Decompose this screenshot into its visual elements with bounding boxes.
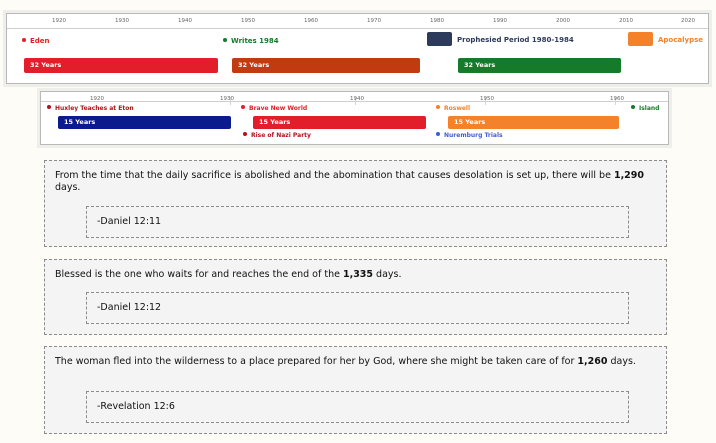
- timeline-main: [6, 13, 709, 84]
- event-brave-new-world[interactable]: [241, 105, 307, 112]
- prophesied-period-marker[interactable]: [427, 32, 452, 46]
- event-dot-icon: [22, 38, 26, 42]
- span-bar-orange[interactable]: 15 Years: [448, 116, 619, 129]
- tick-label: 1920: [90, 96, 104, 102]
- event-dot-icon: [47, 105, 51, 109]
- tick-label: 1940: [350, 96, 364, 102]
- tick-label: 1990: [493, 18, 507, 24]
- quote-block-daniel-12-11: [44, 160, 667, 247]
- timeline-axis: [7, 28, 708, 29]
- event-huxley-eton[interactable]: [47, 105, 134, 112]
- tick-label: 1980: [430, 18, 444, 24]
- event-roswell[interactable]: [436, 105, 470, 112]
- span-bar-green[interactable]: 32 Years: [458, 58, 621, 73]
- quote-number: 1,335: [342, 269, 374, 280]
- event-label: Island: [639, 105, 660, 112]
- event-dot-icon: [631, 105, 635, 109]
- quote-citation: -Revelation 12:6: [86, 391, 629, 423]
- quote-text: days.: [55, 182, 81, 193]
- quote-block-daniel-12-12: [44, 259, 667, 335]
- span-bar-blue[interactable]: 15 Years: [58, 116, 231, 129]
- tick-label: 1950: [241, 18, 255, 24]
- event-label: Brave New World: [249, 105, 308, 112]
- event-label: Roswell: [444, 105, 471, 112]
- quote-number: 1,260: [577, 356, 608, 367]
- event-dot-icon: [243, 132, 247, 136]
- quote-citation: -Daniel 12:12: [86, 292, 629, 324]
- event-label: Rise of Nazi Party: [251, 132, 311, 139]
- span-bar-orange[interactable]: 32 Years: [232, 58, 420, 73]
- event-label: Writes 1984: [231, 37, 279, 45]
- event-eden[interactable]: [22, 37, 50, 45]
- event-dot-icon: [241, 105, 245, 109]
- tick-label: 1960: [304, 18, 318, 24]
- event-label: Huxley Teaches at Eton: [55, 105, 134, 112]
- event-label: Eden: [30, 37, 50, 45]
- tick-label: 2020: [681, 18, 695, 24]
- tick-label: 1960: [610, 96, 624, 102]
- quote-text: Blessed is the one who waits for and reaches the end of the: [55, 269, 343, 280]
- quote-text: days.: [607, 356, 636, 367]
- tick-label: 1940: [178, 18, 192, 24]
- quote-citation: -Daniel 12:11: [86, 206, 629, 238]
- span-bar-red[interactable]: 15 Years: [253, 116, 426, 129]
- event-dot-icon: [436, 105, 440, 109]
- event-nuremburg-trials[interactable]: [436, 132, 503, 139]
- timeline-huxley: [40, 91, 669, 145]
- quote-text: days.: [373, 269, 402, 280]
- event-prophesied-period[interactable]: Prophesied Period 1980-1984: [457, 36, 574, 44]
- tick-label: 1970: [367, 18, 381, 24]
- event-island[interactable]: [631, 105, 659, 112]
- quote-text: The woman fled into the wilderness to a place prepared for her by God, where she might be taken care of for: [55, 356, 578, 367]
- tick-label: 1930: [220, 96, 234, 102]
- event-writes-1984[interactable]: [223, 37, 279, 45]
- tick-label: 2010: [619, 18, 633, 24]
- quote-text: From the time that the daily sacrifice is abolished and the abomination that causes desolation is set up, there will be: [55, 170, 614, 181]
- event-dot-icon: [223, 38, 227, 42]
- event-rise-nazi-party[interactable]: [243, 132, 311, 139]
- event-dot-icon: [436, 132, 440, 136]
- quote-number: 1,290: [613, 170, 645, 181]
- event-label: Nuremburg Trials: [444, 132, 503, 139]
- event-apocalypse[interactable]: Apocalypse: [658, 36, 703, 44]
- span-bar-red[interactable]: 32 Years: [24, 58, 218, 73]
- apocalypse-marker[interactable]: [628, 32, 653, 46]
- tick-label: 1920: [52, 18, 66, 24]
- tick-label: 1950: [480, 96, 494, 102]
- tick-label: 2000: [556, 18, 570, 24]
- quote-block-revelation-12-6: [44, 346, 667, 434]
- tick-label: 1930: [115, 18, 129, 24]
